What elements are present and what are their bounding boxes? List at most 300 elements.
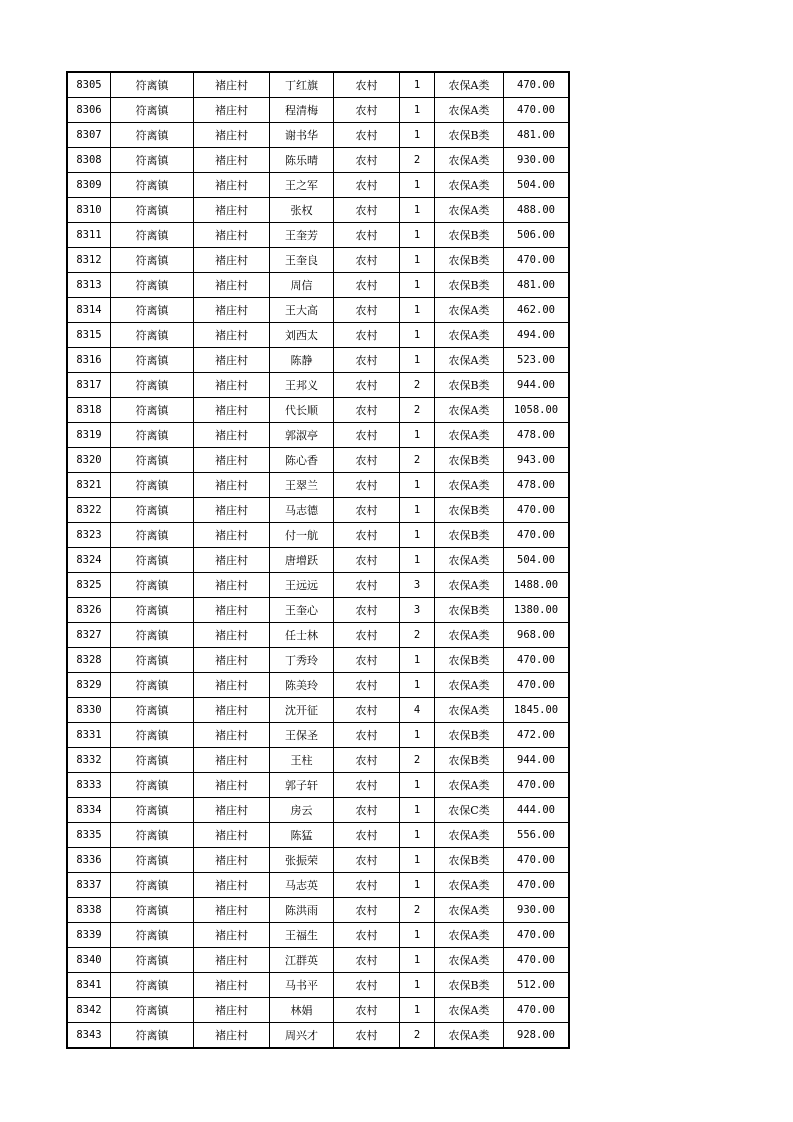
town-cell: 符离镇: [111, 523, 194, 548]
town-cell: 符离镇: [111, 973, 194, 998]
town-cell: 符离镇: [111, 773, 194, 798]
amount-cell: 470.00: [504, 948, 569, 973]
serial-number-cell: 8311: [68, 223, 111, 248]
household-count-cell: 1: [400, 873, 435, 898]
insurance-type-cell: 农保B类: [435, 273, 504, 298]
village-cell: 褚庄村: [194, 448, 270, 473]
town-cell: 符离镇: [111, 298, 194, 323]
table-row: [68, 648, 569, 673]
category-cell: 农村: [334, 898, 400, 923]
category-cell: 农村: [334, 498, 400, 523]
category-cell: 农村: [334, 723, 400, 748]
town-cell: 符离镇: [111, 823, 194, 848]
town-cell: 符离镇: [111, 148, 194, 173]
village-cell: 褚庄村: [194, 798, 270, 823]
category-cell: 农村: [334, 848, 400, 873]
category-cell: 农村: [334, 973, 400, 998]
amount-cell: 462.00: [504, 298, 569, 323]
amount-cell: 494.00: [504, 323, 569, 348]
town-cell: 符离镇: [111, 948, 194, 973]
category-cell: 农村: [334, 248, 400, 273]
household-count-cell: 1: [400, 923, 435, 948]
household-count-cell: 1: [400, 98, 435, 123]
serial-number-cell: 8330: [68, 698, 111, 723]
village-cell: 褚庄村: [194, 348, 270, 373]
serial-number-cell: 8316: [68, 348, 111, 373]
town-cell: 符离镇: [111, 748, 194, 773]
household-count-cell: 3: [400, 598, 435, 623]
insurance-type-cell: 农保A类: [435, 873, 504, 898]
village-cell: 褚庄村: [194, 248, 270, 273]
village-cell: 褚庄村: [194, 748, 270, 773]
table-row: [68, 398, 569, 423]
village-cell: 褚庄村: [194, 998, 270, 1023]
serial-number-cell: 8327: [68, 623, 111, 648]
serial-number-cell: 8341: [68, 973, 111, 998]
insurance-type-cell: 农保B类: [435, 648, 504, 673]
name-cell: 刘西太: [270, 323, 334, 348]
insurance-type-cell: 农保A类: [435, 1023, 504, 1048]
category-cell: 农村: [334, 748, 400, 773]
insurance-type-cell: 农保A类: [435, 423, 504, 448]
name-cell: 郭淑亭: [270, 423, 334, 448]
amount-cell: 478.00: [504, 423, 569, 448]
household-count-cell: 2: [400, 398, 435, 423]
town-cell: 符离镇: [111, 123, 194, 148]
village-cell: 褚庄村: [194, 973, 270, 998]
amount-cell: 470.00: [504, 73, 569, 98]
name-cell: 任士林: [270, 623, 334, 648]
name-cell: 张振荣: [270, 848, 334, 873]
name-cell: 王柱: [270, 748, 334, 773]
table-row: [68, 98, 569, 123]
serial-number-cell: 8342: [68, 998, 111, 1023]
category-cell: 农村: [334, 473, 400, 498]
name-cell: 王保圣: [270, 723, 334, 748]
insurance-type-cell: 农保A类: [435, 348, 504, 373]
insurance-type-cell: 农保A类: [435, 398, 504, 423]
serial-number-cell: 8329: [68, 673, 111, 698]
name-cell: 王奎芳: [270, 223, 334, 248]
table-row: [68, 548, 569, 573]
name-cell: 程清梅: [270, 98, 334, 123]
table-row: [68, 523, 569, 548]
household-count-cell: 1: [400, 73, 435, 98]
serial-number-cell: 8310: [68, 198, 111, 223]
category-cell: 农村: [334, 148, 400, 173]
table-row: [68, 298, 569, 323]
village-cell: 褚庄村: [194, 298, 270, 323]
insurance-type-cell: 农保A类: [435, 898, 504, 923]
category-cell: 农村: [334, 598, 400, 623]
household-count-cell: 1: [400, 423, 435, 448]
village-cell: 褚庄村: [194, 373, 270, 398]
insurance-type-cell: 农保B类: [435, 523, 504, 548]
category-cell: 农村: [334, 73, 400, 98]
amount-cell: 444.00: [504, 798, 569, 823]
table-row: [68, 973, 569, 998]
insurance-type-cell: 农保C类: [435, 798, 504, 823]
table-row: [68, 473, 569, 498]
insurance-type-cell: 农保B类: [435, 973, 504, 998]
village-cell: 褚庄村: [194, 623, 270, 648]
name-cell: 王大高: [270, 298, 334, 323]
amount-cell: 470.00: [504, 523, 569, 548]
category-cell: 农村: [334, 773, 400, 798]
insurance-type-cell: 农保A类: [435, 148, 504, 173]
village-cell: 褚庄村: [194, 173, 270, 198]
table-row: [68, 223, 569, 248]
village-cell: 褚庄村: [194, 873, 270, 898]
town-cell: 符离镇: [111, 623, 194, 648]
category-cell: 农村: [334, 323, 400, 348]
category-cell: 农村: [334, 1023, 400, 1048]
town-cell: 符离镇: [111, 648, 194, 673]
serial-number-cell: 8321: [68, 473, 111, 498]
village-cell: 褚庄村: [194, 823, 270, 848]
category-cell: 农村: [334, 523, 400, 548]
name-cell: 唐增跃: [270, 548, 334, 573]
town-cell: 符离镇: [111, 573, 194, 598]
household-count-cell: 1: [400, 998, 435, 1023]
insurance-type-cell: 农保A类: [435, 298, 504, 323]
table-row: [68, 798, 569, 823]
village-cell: 褚庄村: [194, 548, 270, 573]
amount-cell: 472.00: [504, 723, 569, 748]
serial-number-cell: 8336: [68, 848, 111, 873]
town-cell: 符离镇: [111, 598, 194, 623]
insurance-type-cell: 农保B类: [435, 848, 504, 873]
insurance-type-cell: 农保A类: [435, 98, 504, 123]
records-table: [67, 72, 569, 1048]
table-row: [68, 173, 569, 198]
amount-cell: 512.00: [504, 973, 569, 998]
insurance-type-cell: 农保A类: [435, 548, 504, 573]
serial-number-cell: 8317: [68, 373, 111, 398]
name-cell: 谢书华: [270, 123, 334, 148]
category-cell: 农村: [334, 398, 400, 423]
category-cell: 农村: [334, 873, 400, 898]
serial-number-cell: 8339: [68, 923, 111, 948]
serial-number-cell: 8323: [68, 523, 111, 548]
name-cell: 马志英: [270, 873, 334, 898]
village-cell: 褚庄村: [194, 1023, 270, 1048]
table-row: [68, 198, 569, 223]
insurance-type-cell: 农保A类: [435, 773, 504, 798]
name-cell: 周信: [270, 273, 334, 298]
table-row: [68, 598, 569, 623]
category-cell: 农村: [334, 198, 400, 223]
category-cell: 农村: [334, 573, 400, 598]
insurance-type-cell: 农保A类: [435, 623, 504, 648]
amount-cell: 488.00: [504, 198, 569, 223]
insurance-type-cell: 农保B类: [435, 748, 504, 773]
name-cell: 林娟: [270, 998, 334, 1023]
table-row: [68, 698, 569, 723]
household-count-cell: 1: [400, 798, 435, 823]
town-cell: 符离镇: [111, 73, 194, 98]
serial-number-cell: 8334: [68, 798, 111, 823]
household-count-cell: 1: [400, 948, 435, 973]
name-cell: 陈洪雨: [270, 898, 334, 923]
insurance-type-cell: 农保A类: [435, 673, 504, 698]
category-cell: 农村: [334, 648, 400, 673]
serial-number-cell: 8322: [68, 498, 111, 523]
serial-number-cell: 8331: [68, 723, 111, 748]
name-cell: 陈静: [270, 348, 334, 373]
town-cell: 符离镇: [111, 273, 194, 298]
town-cell: 符离镇: [111, 473, 194, 498]
amount-cell: 481.00: [504, 273, 569, 298]
household-count-cell: 1: [400, 973, 435, 998]
table-row: [68, 148, 569, 173]
insurance-type-cell: 农保A类: [435, 173, 504, 198]
table-row: [68, 848, 569, 873]
serial-number-cell: 8324: [68, 548, 111, 573]
amount-cell: 930.00: [504, 148, 569, 173]
town-cell: 符离镇: [111, 548, 194, 573]
household-count-cell: 1: [400, 198, 435, 223]
town-cell: 符离镇: [111, 323, 194, 348]
table-row: [68, 323, 569, 348]
table-row: [68, 623, 569, 648]
household-count-cell: 1: [400, 723, 435, 748]
village-cell: 褚庄村: [194, 423, 270, 448]
insurance-type-cell: 农保A类: [435, 698, 504, 723]
name-cell: 沈开征: [270, 698, 334, 723]
name-cell: 丁秀玲: [270, 648, 334, 673]
village-cell: 褚庄村: [194, 773, 270, 798]
insurance-type-cell: 农保A类: [435, 923, 504, 948]
insurance-type-cell: 农保A类: [435, 198, 504, 223]
serial-number-cell: 8313: [68, 273, 111, 298]
town-cell: 符离镇: [111, 248, 194, 273]
name-cell: 马书平: [270, 973, 334, 998]
category-cell: 农村: [334, 348, 400, 373]
household-count-cell: 1: [400, 348, 435, 373]
name-cell: 张权: [270, 198, 334, 223]
serial-number-cell: 8314: [68, 298, 111, 323]
town-cell: 符离镇: [111, 498, 194, 523]
table-row: [68, 373, 569, 398]
town-cell: 符离镇: [111, 923, 194, 948]
village-cell: 褚庄村: [194, 648, 270, 673]
amount-cell: 1058.00: [504, 398, 569, 423]
village-cell: 褚庄村: [194, 273, 270, 298]
amount-cell: 944.00: [504, 373, 569, 398]
village-cell: 褚庄村: [194, 398, 270, 423]
category-cell: 农村: [334, 448, 400, 473]
table-row: [68, 773, 569, 798]
town-cell: 符离镇: [111, 223, 194, 248]
household-count-cell: 1: [400, 323, 435, 348]
household-count-cell: 1: [400, 648, 435, 673]
village-cell: 褚庄村: [194, 223, 270, 248]
insurance-type-cell: 农保A类: [435, 323, 504, 348]
name-cell: 王奎心: [270, 598, 334, 623]
table-row: [68, 898, 569, 923]
household-count-cell: 4: [400, 698, 435, 723]
household-count-cell: 1: [400, 673, 435, 698]
serial-number-cell: 8325: [68, 573, 111, 598]
household-count-cell: 2: [400, 373, 435, 398]
town-cell: 符离镇: [111, 848, 194, 873]
table-row: [68, 748, 569, 773]
village-cell: 褚庄村: [194, 323, 270, 348]
amount-cell: 504.00: [504, 548, 569, 573]
table-row: [68, 423, 569, 448]
town-cell: 符离镇: [111, 798, 194, 823]
village-cell: 褚庄村: [194, 73, 270, 98]
serial-number-cell: 8320: [68, 448, 111, 473]
name-cell: 陈美玲: [270, 673, 334, 698]
amount-cell: 944.00: [504, 748, 569, 773]
amount-cell: 470.00: [504, 648, 569, 673]
table-row: [68, 998, 569, 1023]
household-count-cell: 2: [400, 898, 435, 923]
serial-number-cell: 8309: [68, 173, 111, 198]
table-body: [68, 73, 569, 1048]
serial-number-cell: 8305: [68, 73, 111, 98]
name-cell: 房云: [270, 798, 334, 823]
serial-number-cell: 8338: [68, 898, 111, 923]
insurance-type-cell: 农保B类: [435, 598, 504, 623]
household-count-cell: 3: [400, 573, 435, 598]
table-row: [68, 573, 569, 598]
name-cell: 周兴才: [270, 1023, 334, 1048]
town-cell: 符离镇: [111, 173, 194, 198]
category-cell: 农村: [334, 823, 400, 848]
name-cell: 陈乐晴: [270, 148, 334, 173]
household-count-cell: 1: [400, 523, 435, 548]
category-cell: 农村: [334, 923, 400, 948]
category-cell: 农村: [334, 998, 400, 1023]
village-cell: 褚庄村: [194, 523, 270, 548]
name-cell: 王福生: [270, 923, 334, 948]
amount-cell: 470.00: [504, 998, 569, 1023]
insurance-type-cell: 农保A类: [435, 823, 504, 848]
village-cell: 褚庄村: [194, 948, 270, 973]
household-count-cell: 1: [400, 123, 435, 148]
table-row: [68, 123, 569, 148]
category-cell: 农村: [334, 223, 400, 248]
amount-cell: 470.00: [504, 923, 569, 948]
name-cell: 王远远: [270, 573, 334, 598]
serial-number-cell: 8318: [68, 398, 111, 423]
insurance-type-cell: 农保A类: [435, 573, 504, 598]
serial-number-cell: 8319: [68, 423, 111, 448]
serial-number-cell: 8306: [68, 98, 111, 123]
table-row: [68, 248, 569, 273]
table-row: [68, 348, 569, 373]
serial-number-cell: 8328: [68, 648, 111, 673]
village-cell: 褚庄村: [194, 473, 270, 498]
amount-cell: 523.00: [504, 348, 569, 373]
table-row: [68, 1023, 569, 1048]
category-cell: 农村: [334, 173, 400, 198]
table-row: [68, 823, 569, 848]
name-cell: 马志德: [270, 498, 334, 523]
household-count-cell: 1: [400, 823, 435, 848]
insurance-type-cell: 农保A类: [435, 473, 504, 498]
amount-cell: 556.00: [504, 823, 569, 848]
category-cell: 农村: [334, 123, 400, 148]
name-cell: 江群英: [270, 948, 334, 973]
serial-number-cell: 8307: [68, 123, 111, 148]
town-cell: 符离镇: [111, 398, 194, 423]
insurance-type-cell: 农保B类: [435, 223, 504, 248]
village-cell: 褚庄村: [194, 698, 270, 723]
amount-cell: 470.00: [504, 98, 569, 123]
amount-cell: 943.00: [504, 448, 569, 473]
insurance-type-cell: 农保B类: [435, 498, 504, 523]
amount-cell: 470.00: [504, 248, 569, 273]
category-cell: 农村: [334, 673, 400, 698]
table-row: [68, 448, 569, 473]
amount-cell: 470.00: [504, 498, 569, 523]
table-row: [68, 273, 569, 298]
name-cell: 王之军: [270, 173, 334, 198]
category-cell: 农村: [334, 698, 400, 723]
amount-cell: 470.00: [504, 773, 569, 798]
town-cell: 符离镇: [111, 723, 194, 748]
name-cell: 陈猛: [270, 823, 334, 848]
table-row: [68, 723, 569, 748]
category-cell: 农村: [334, 423, 400, 448]
serial-number-cell: 8312: [68, 248, 111, 273]
household-count-cell: 1: [400, 273, 435, 298]
insurance-type-cell: 农保B类: [435, 123, 504, 148]
village-cell: 褚庄村: [194, 573, 270, 598]
amount-cell: 504.00: [504, 173, 569, 198]
amount-cell: 1845.00: [504, 698, 569, 723]
town-cell: 符离镇: [111, 373, 194, 398]
category-cell: 农村: [334, 798, 400, 823]
town-cell: 符离镇: [111, 873, 194, 898]
amount-cell: 478.00: [504, 473, 569, 498]
town-cell: 符离镇: [111, 698, 194, 723]
table-row: [68, 948, 569, 973]
amount-cell: 481.00: [504, 123, 569, 148]
name-cell: 郭子轩: [270, 773, 334, 798]
name-cell: 丁红旗: [270, 73, 334, 98]
name-cell: 代长顺: [270, 398, 334, 423]
amount-cell: 1488.00: [504, 573, 569, 598]
category-cell: 农村: [334, 298, 400, 323]
household-count-cell: 1: [400, 223, 435, 248]
amount-cell: 470.00: [504, 873, 569, 898]
town-cell: 符离镇: [111, 448, 194, 473]
insurance-type-cell: 农保B类: [435, 723, 504, 748]
household-count-cell: 1: [400, 848, 435, 873]
serial-number-cell: 8340: [68, 948, 111, 973]
town-cell: 符离镇: [111, 423, 194, 448]
insurance-type-cell: 农保A类: [435, 998, 504, 1023]
serial-number-cell: 8315: [68, 323, 111, 348]
household-count-cell: 2: [400, 623, 435, 648]
household-count-cell: 1: [400, 248, 435, 273]
village-cell: 褚庄村: [194, 598, 270, 623]
insurance-type-cell: 农保B类: [435, 373, 504, 398]
household-count-cell: 2: [400, 748, 435, 773]
village-cell: 褚庄村: [194, 98, 270, 123]
household-count-cell: 1: [400, 173, 435, 198]
category-cell: 农村: [334, 548, 400, 573]
insurance-type-cell: 农保B类: [435, 248, 504, 273]
name-cell: 王奎良: [270, 248, 334, 273]
insurance-type-cell: 农保A类: [435, 73, 504, 98]
town-cell: 符离镇: [111, 898, 194, 923]
